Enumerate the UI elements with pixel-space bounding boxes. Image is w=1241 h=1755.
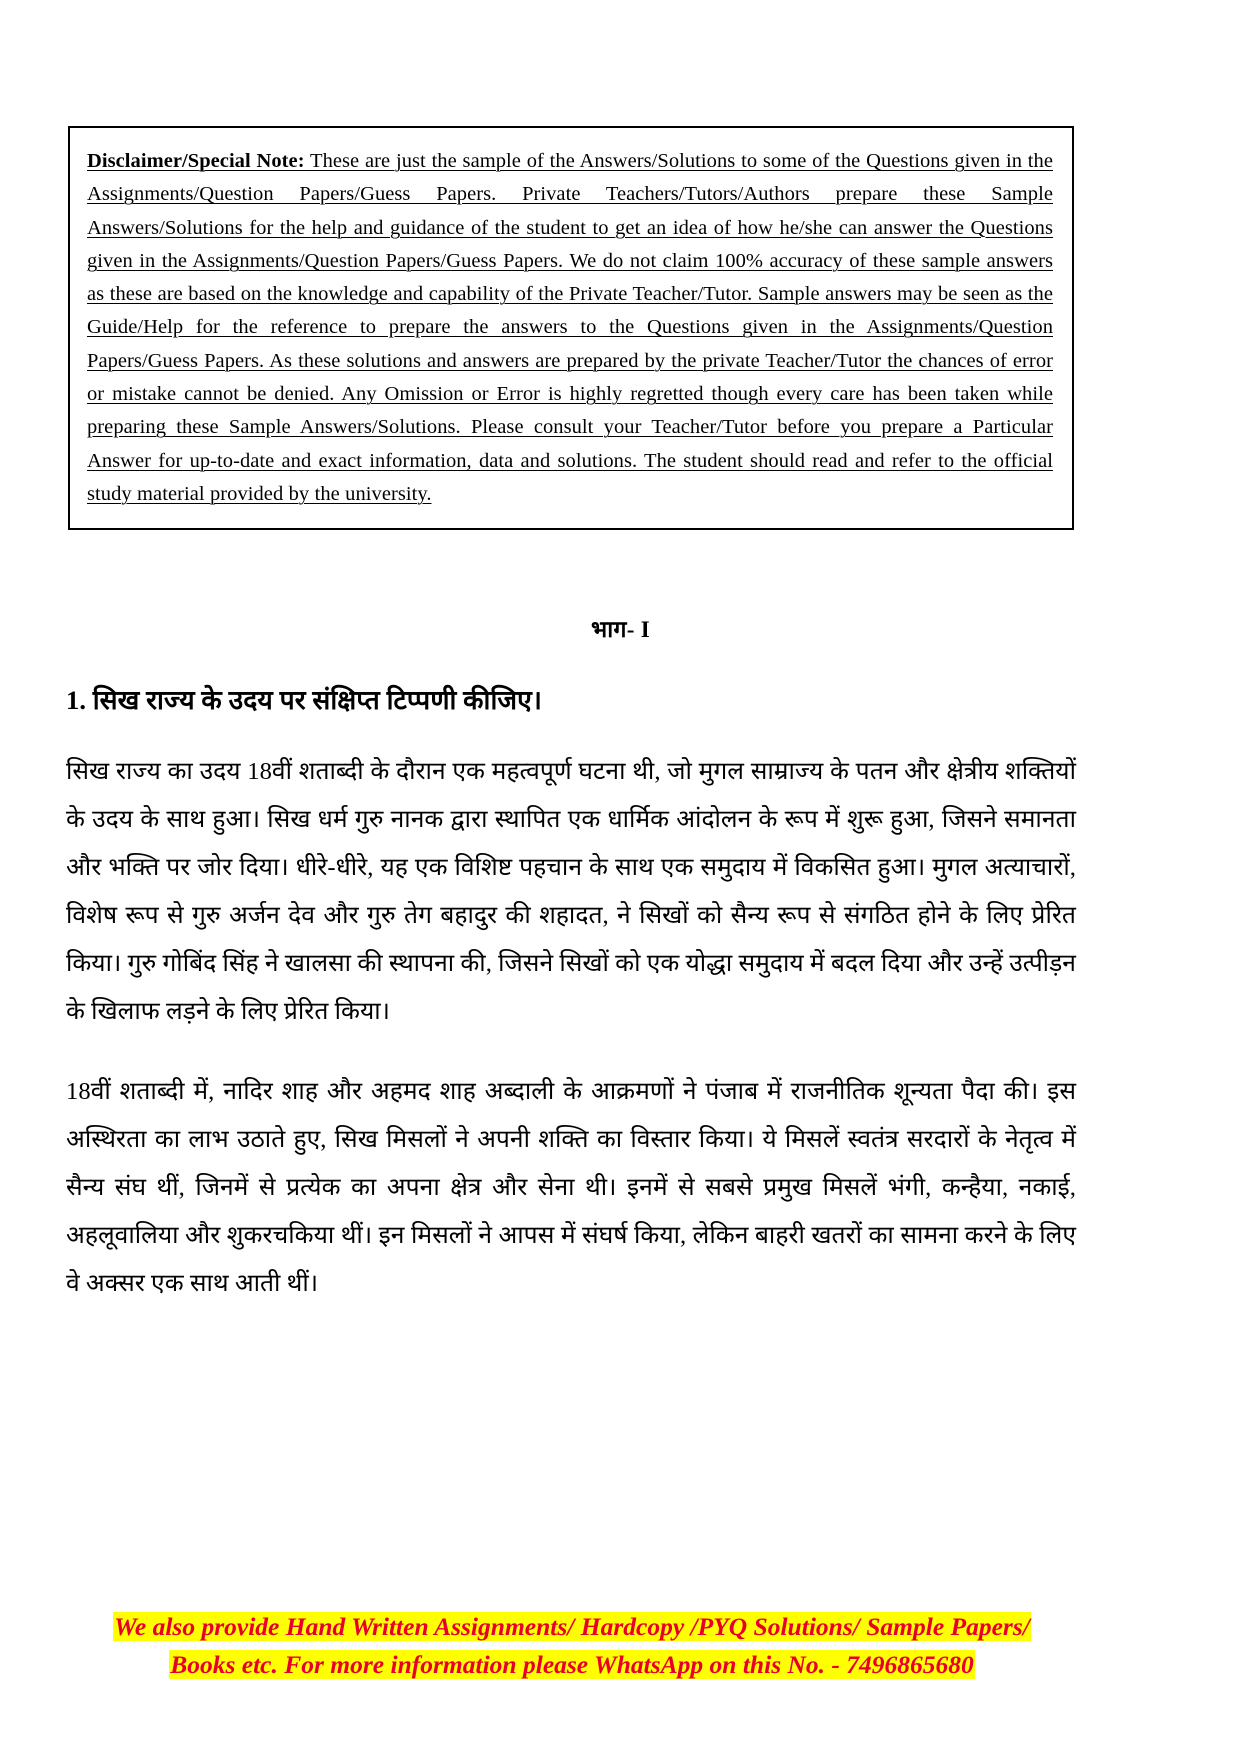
promo-footer-banner <box>72 1608 1072 1684</box>
part-heading: भाग- I <box>591 617 650 642</box>
disclaimer-lead-label: Disclaimer/Special Note: <box>87 150 305 172</box>
answer-paragraph-2: 18वीं शताब्दी में, नादिर शाह और अहमद शाह अब्दाली के आक्रमणों ने पंजाब में राजनीतिक शून्यता पैदा की। इस अस्थिरता का लाभ उठाते हुए, सिख मिसलों ने अपनी शक्ति का विस्तार किया। ये मिसलें स्वतंत्र सरदारों के नेतृत्व में सैन्य संघ थीं, जिनमें से प्रत्येक का अपना क्षेत्र और सेना थी। इनमें से सबसे प्रमुख मिसलें भंगी, कन्हैया, नकाई, अहलूवालिया और शुकरचकिया थीं। इन मिसलों ने आपस में संघर्ष किया, लेकिन बाहरी खतरों का सामना करने के लिए वे अक्सर एक साथ आती थीं। <box>66 1078 1076 1297</box>
answer-body <box>66 748 1076 1308</box>
answer-paragraph-1: सिख राज्य का उदय 18वीं शताब्दी के दौरान एक महत्वपूर्ण घटना थी, जो मुगल साम्राज्य के पतन और क्षेत्रीय शक्तियों के उदय के साथ हुआ। सिख धर्म गुरु नानक द्वारा स्थापित एक धार्मिक आंदोलन के रूप में शुरू हुआ, जिसने समानता और भक्ति पर जोर दिया। धीरे-धीरे, यह एक विशिष्ट पहचान के साथ एक समुदाय में विकसित हुआ। मुगल अत्याचारों, विशेष रूप से गुरु अर्जन देव और गुरु तेग बहादुर की शहादत, ने सिखों को सैन्य रूप से संगठित होने के लिए प्रेरित किया। गुरु गोबिंद सिंह ने खालसा की स्थापना की, जिसने सिखों को एक योद्धा समुदाय में बदल दिया और उन्हें उत्पीड़न के खिलाफ लड़ने के लिए प्रेरित किया। <box>66 758 1076 1025</box>
disclaimer-body-text: These are just the sample of the Answers/Solutions to some of the Questions given in the Assignments/Question Papers/Guess Papers. Private Teachers/Tutors/Authors prepare these Sample Answers/Solutions for the help and guidance of the student to get an idea of how he/she can answer the Questions given in the Assignments/Question Papers/Guess Papers. We do not claim 100% accuracy of these sample answers as these are based on the knowledge and capability of the Private Teacher/Tutor. Sample answers may be seen as the Guide/Help for the reference to prepare the answers to the Questions given in the Assignments/Question Papers/Guess Papers. As these solutions and answers are prepared by the private Teacher/Tutor the chances of error or mistake cannot be denied. Any Omission or Error is highly regretted though every care has been taken while preparing these Sample Answers/Solutions. Please consult your Teacher/Tutor before you prepare a Particular Answer for up-to-date and exact information, data and solutions. The student should read and refer to the official study material provided by the university. <box>87 150 1053 505</box>
disclaimer-paragraph <box>87 145 1053 511</box>
promo-footer-line-2 <box>72 1646 1072 1684</box>
promo-footer-line-1-text: We also provide Hand Written Assignments/ Hardcopy /PYQ Solutions/ Sample Papers/ <box>114 1612 1030 1641</box>
promo-footer-line-2-text: Books etc. For more information please WhatsApp on this No. - 7496865680 <box>170 1650 974 1679</box>
disclaimer-box <box>68 126 1074 530</box>
promo-footer-line-1 <box>72 1608 1072 1646</box>
question-heading: 1. सिख राज्य के उदय पर संक्षिप्त टिप्पणी कीजिए। <box>66 685 543 715</box>
